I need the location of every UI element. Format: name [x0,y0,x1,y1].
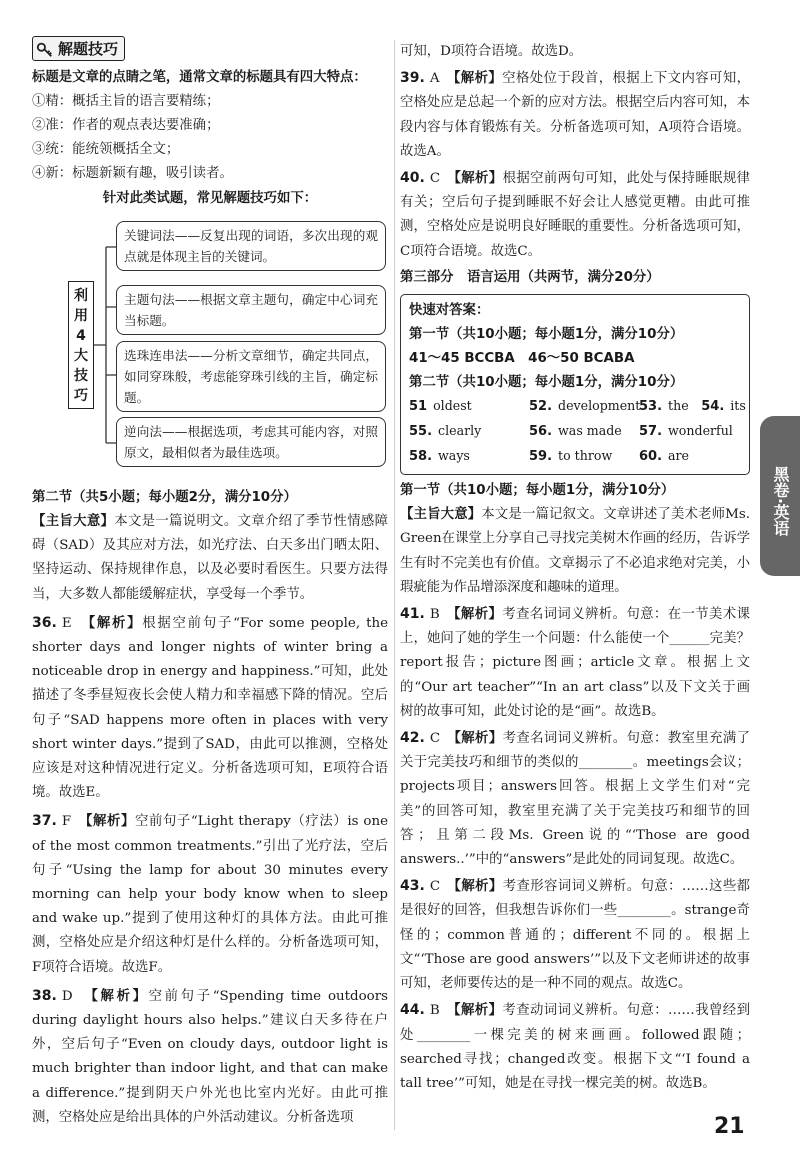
section1-summary [400,503,750,600]
quick-row1 [409,347,741,371]
item-word: to throw [558,448,613,464]
quick-item-60 [639,445,749,468]
quick-item-55 [409,420,529,443]
quick-item-57 [639,420,749,443]
answer-letter: C [429,171,441,187]
mindmap-root [68,281,94,409]
analysis-text: 空前句子“Spending time outdoors during daylight hours also helps.”建议白天多待在户外，空后句子“Even on cloudy days, outdoor light is much brighter than indoor light, and that can make a difference.”提到阴天户外光也比室内光好。由此可推测，空格处应是给出具体的户外活动建议。分析备选项 [32,988,388,1125]
answer-37 [32,809,388,979]
answer-36 [32,611,388,806]
quick-section2: 第二节（共10小题；每小题1分，满分10分） [409,375,684,391]
answer-letter: D [61,988,73,1004]
page-number: 21 [714,1114,745,1139]
quick-title: 快速对答案： [409,303,490,319]
question-number: 44. [400,1002,425,1019]
analysis-tag: 【解析】 [85,814,135,830]
analysis-text: 考查形容词词义辨析。句意：……这些都是很好的回答，但我想告诉你们一些________。strange奇怪的；common普通的；different不同的。根据上文“‘Those are good answers’”以及下文老师讲述的故事可知，老师要传达的是一种不同的观点。故选C。 [400,879,751,992]
analysis-text: 考查名词词义辨析。句意：教室里充满了关于完美技巧和细节的类似的________。meetings会议；projects项目；answers回答。根据上文学生们对“完美”的回答可知，教室里充满了关于完美技巧和细节的回答；且第二段Ms. Green说的“‘Those are good answers..’”中的“answers”是此处的同词复现。故选C。 [400,731,751,868]
question-number: 43. [400,878,425,895]
item-word: development [558,398,641,414]
analysis-tag: 【解析】 [454,731,503,747]
summary-text: 本文是一篇记叙文。文章讲述了美术老师Ms. Green在课堂上分享自己寻找完美树木作画的经历，告诉学生有时不完美也有价值。文章揭示了不必追求绝对完美，小瑕疵能为作品增添深度和趣味的道理。 [400,507,751,595]
analysis-text: 空前句子“Light therapy（疗法）is one of the most common treatments.”引出了光疗法，空后句子“Using the lamp for about 30 minutes every morning can help your body know when to sleep and wake up.”提到了使用这种灯的具体方法。由此可推测，空格处应是介绍这种灯是什么样的。分析备选项可知，F项符合语境。故选F。 [32,814,389,975]
question-number: 37. [32,813,57,830]
answer-letter: A [429,71,440,87]
answer-letter: C [429,879,441,895]
feature-2: ②准：作者的观点表达要准确； [32,117,220,133]
question-number: 36. [32,614,57,631]
answer-letter: C [429,731,441,747]
quick-grid [409,395,746,468]
section1-heading: 第一节（共10小题；每小题1分，满分10分） [400,483,675,499]
key-icon [36,40,54,58]
quick-row1b: 46～50 BCABA [528,351,635,367]
question-number: 42. [400,730,425,747]
feature-3: ③统：能统领概括全文； [32,142,180,158]
answer-42 [400,726,750,872]
quick-item-59 [529,445,639,468]
item-word: wonderful [668,423,733,439]
item-number: 54. [701,399,725,415]
answer-39 [400,66,750,164]
analysis-tag: 【解析】 [453,71,503,87]
item-word: ways [438,448,470,464]
summary-text: 本文是一篇说明文。文章介绍了季节性情感障碍（SAD）及其应对方法，如光疗法、白天多出门晒太阳、坚持运动、保持规律作息，以及必要时看医生。只要方法得当，大多数人都能缓解症状，享受每一个季节。 [32,513,389,602]
item-number: 60. [639,449,663,465]
analysis-tag: 【解析】 [453,607,503,623]
quick-item-56 [529,420,639,443]
answer-38 [32,984,388,1130]
quick-row1a: 41～45 BCCBA [409,351,515,367]
answer-38-continuation: 可知，D项符合语境。故选D。 [400,44,583,59]
intro-text: 标题是文章的点睛之笔，通常文章的标题具有四大特点： [32,69,367,85]
item-word: are [668,448,690,464]
quick-item-52 [529,395,639,418]
item-number: 55. [409,424,433,440]
item-word: oldest [433,398,472,414]
answer-letter: E [61,615,72,631]
question-number: 40. [400,170,425,187]
item-word: its [730,398,746,414]
analysis-text: 考查名词词义辨析。句意：在一节美术课上，她问了她的学生一个问题：什么能使一个______完美？report报告；picture图画；article文章。根据上文的“Our art teacher”“In an art class”以及下文关于画树的故事可知，此处讨论的是“画”。故选B。 [400,607,750,719]
right-column [400,40,750,1096]
answer-44 [400,998,750,1096]
answer-41 [400,602,750,724]
column-divider [394,40,395,1130]
analysis-tag: 【解析】 [453,1003,503,1019]
side-tab: 黑卷·英语 [760,416,800,576]
question-number: 39. [400,70,425,87]
item-number: 56. [529,424,553,440]
analysis-tag: 【解析】 [91,988,149,1004]
quick-item-53-54 [639,395,749,418]
analysis-tag: 【解析】 [454,171,503,187]
answer-letter: F [61,814,72,830]
analysis-text: 根据空前句子“For some people, the shorter days and longer nights of winter bring a noticeable drop in energy and happiness.”可知，此处描述了冬季昼短夜长会使人精力和幸福感下降的情况。空后句子“SAD happens more often in places with very short winter days.”提到了SAD，由此可以推测，空格处应该是对这种情况进行定义。分析备选项可知，E项符合语境。故选E。 [32,615,389,801]
quick-answer-box [400,294,750,475]
feature-4: ④新：标题新颖有趣，吸引读者。 [32,166,233,182]
answer-letter: B [429,1003,440,1019]
item-number: 57. [639,424,663,440]
answer-letter: B [429,607,440,623]
summary-tag: 【主旨大意】 [32,513,115,529]
question-number: 41. [400,606,425,623]
analysis-tag: 【解析】 [88,615,143,631]
method-topic-sentence: 主题句法——根据文章主题句，确定中心词充当标题。 [116,285,386,335]
analysis-text: 考查动词词义辨析。句意：……我曾经到处________一棵完美的树来画画。followed跟随；searched寻找；changed改变。根据下文“‘I found a tall tree’”可知，她是在寻找一棵完美的树。故选B。 [400,1003,751,1091]
item-number: 51 [409,399,428,415]
method-reverse: 逆向法——根据选项，考虑其可能内容，对照原文，最相似者为最佳选项。 [116,417,386,467]
part3-heading: 第三部分 语言运用（共两节，满分20分） [400,269,660,285]
tip-header [32,36,125,61]
analysis-text: 空格处位于段首，根据上下文内容可知，空格处应是总起一个新的应对方法。根据空后内容可知，本段内容与体育锻炼有关。分析备选项可知，A项符合语境。故选A。 [400,71,751,159]
left-column [32,36,388,1130]
summary-tag: 【主旨大意】 [400,507,482,523]
analysis-tag: 【解析】 [454,879,503,895]
answer-40 [400,166,750,264]
method-bead-string: 选珠连串法——分析文章细节，确定共同点，如同穿珠般，考虑能穿珠引线的主旨，确定标题。 [116,341,386,412]
item-word: was made [558,423,622,439]
methods-heading: 针对此类试题，常见解题技巧如下： [102,190,318,206]
section2-heading: 第二节（共5小题；每小题2分，满分10分） [32,489,297,505]
quick-item-58 [409,445,529,468]
quick-section1: 第一节（共10小题；每小题1分，满分10分） [409,327,684,343]
mindmap-root-label: 利 用 4 大 技 巧 [74,287,88,404]
item-number: 58. [409,449,433,465]
question-number: 38. [32,987,57,1004]
answer-43 [400,874,750,996]
item-number: 52. [529,399,553,415]
item-number: 59. [529,449,553,465]
item-word: the [668,398,689,414]
item-number: 53. [639,399,663,415]
item-word: clearly [438,423,482,439]
feature-1: ①精：概括主旨的语言要精练； [32,93,220,109]
analysis-text: 根据空前两句可知，此处与保持睡眠规律有关；空后句子提到睡眠不好会让人感觉更糟。由此可推测，空格处应是说明良好睡眠的重要性。分析备选项可知，C项符合语境。故选C。 [400,171,751,259]
quick-item-51 [409,395,529,418]
tip-title: 解题技巧 [58,40,119,58]
method-mindmap [32,215,388,480]
section2-summary [32,510,388,607]
method-keyword: 关键词法——反复出现的词语，多次出现的观点就是体现主旨的关键词。 [116,221,386,271]
